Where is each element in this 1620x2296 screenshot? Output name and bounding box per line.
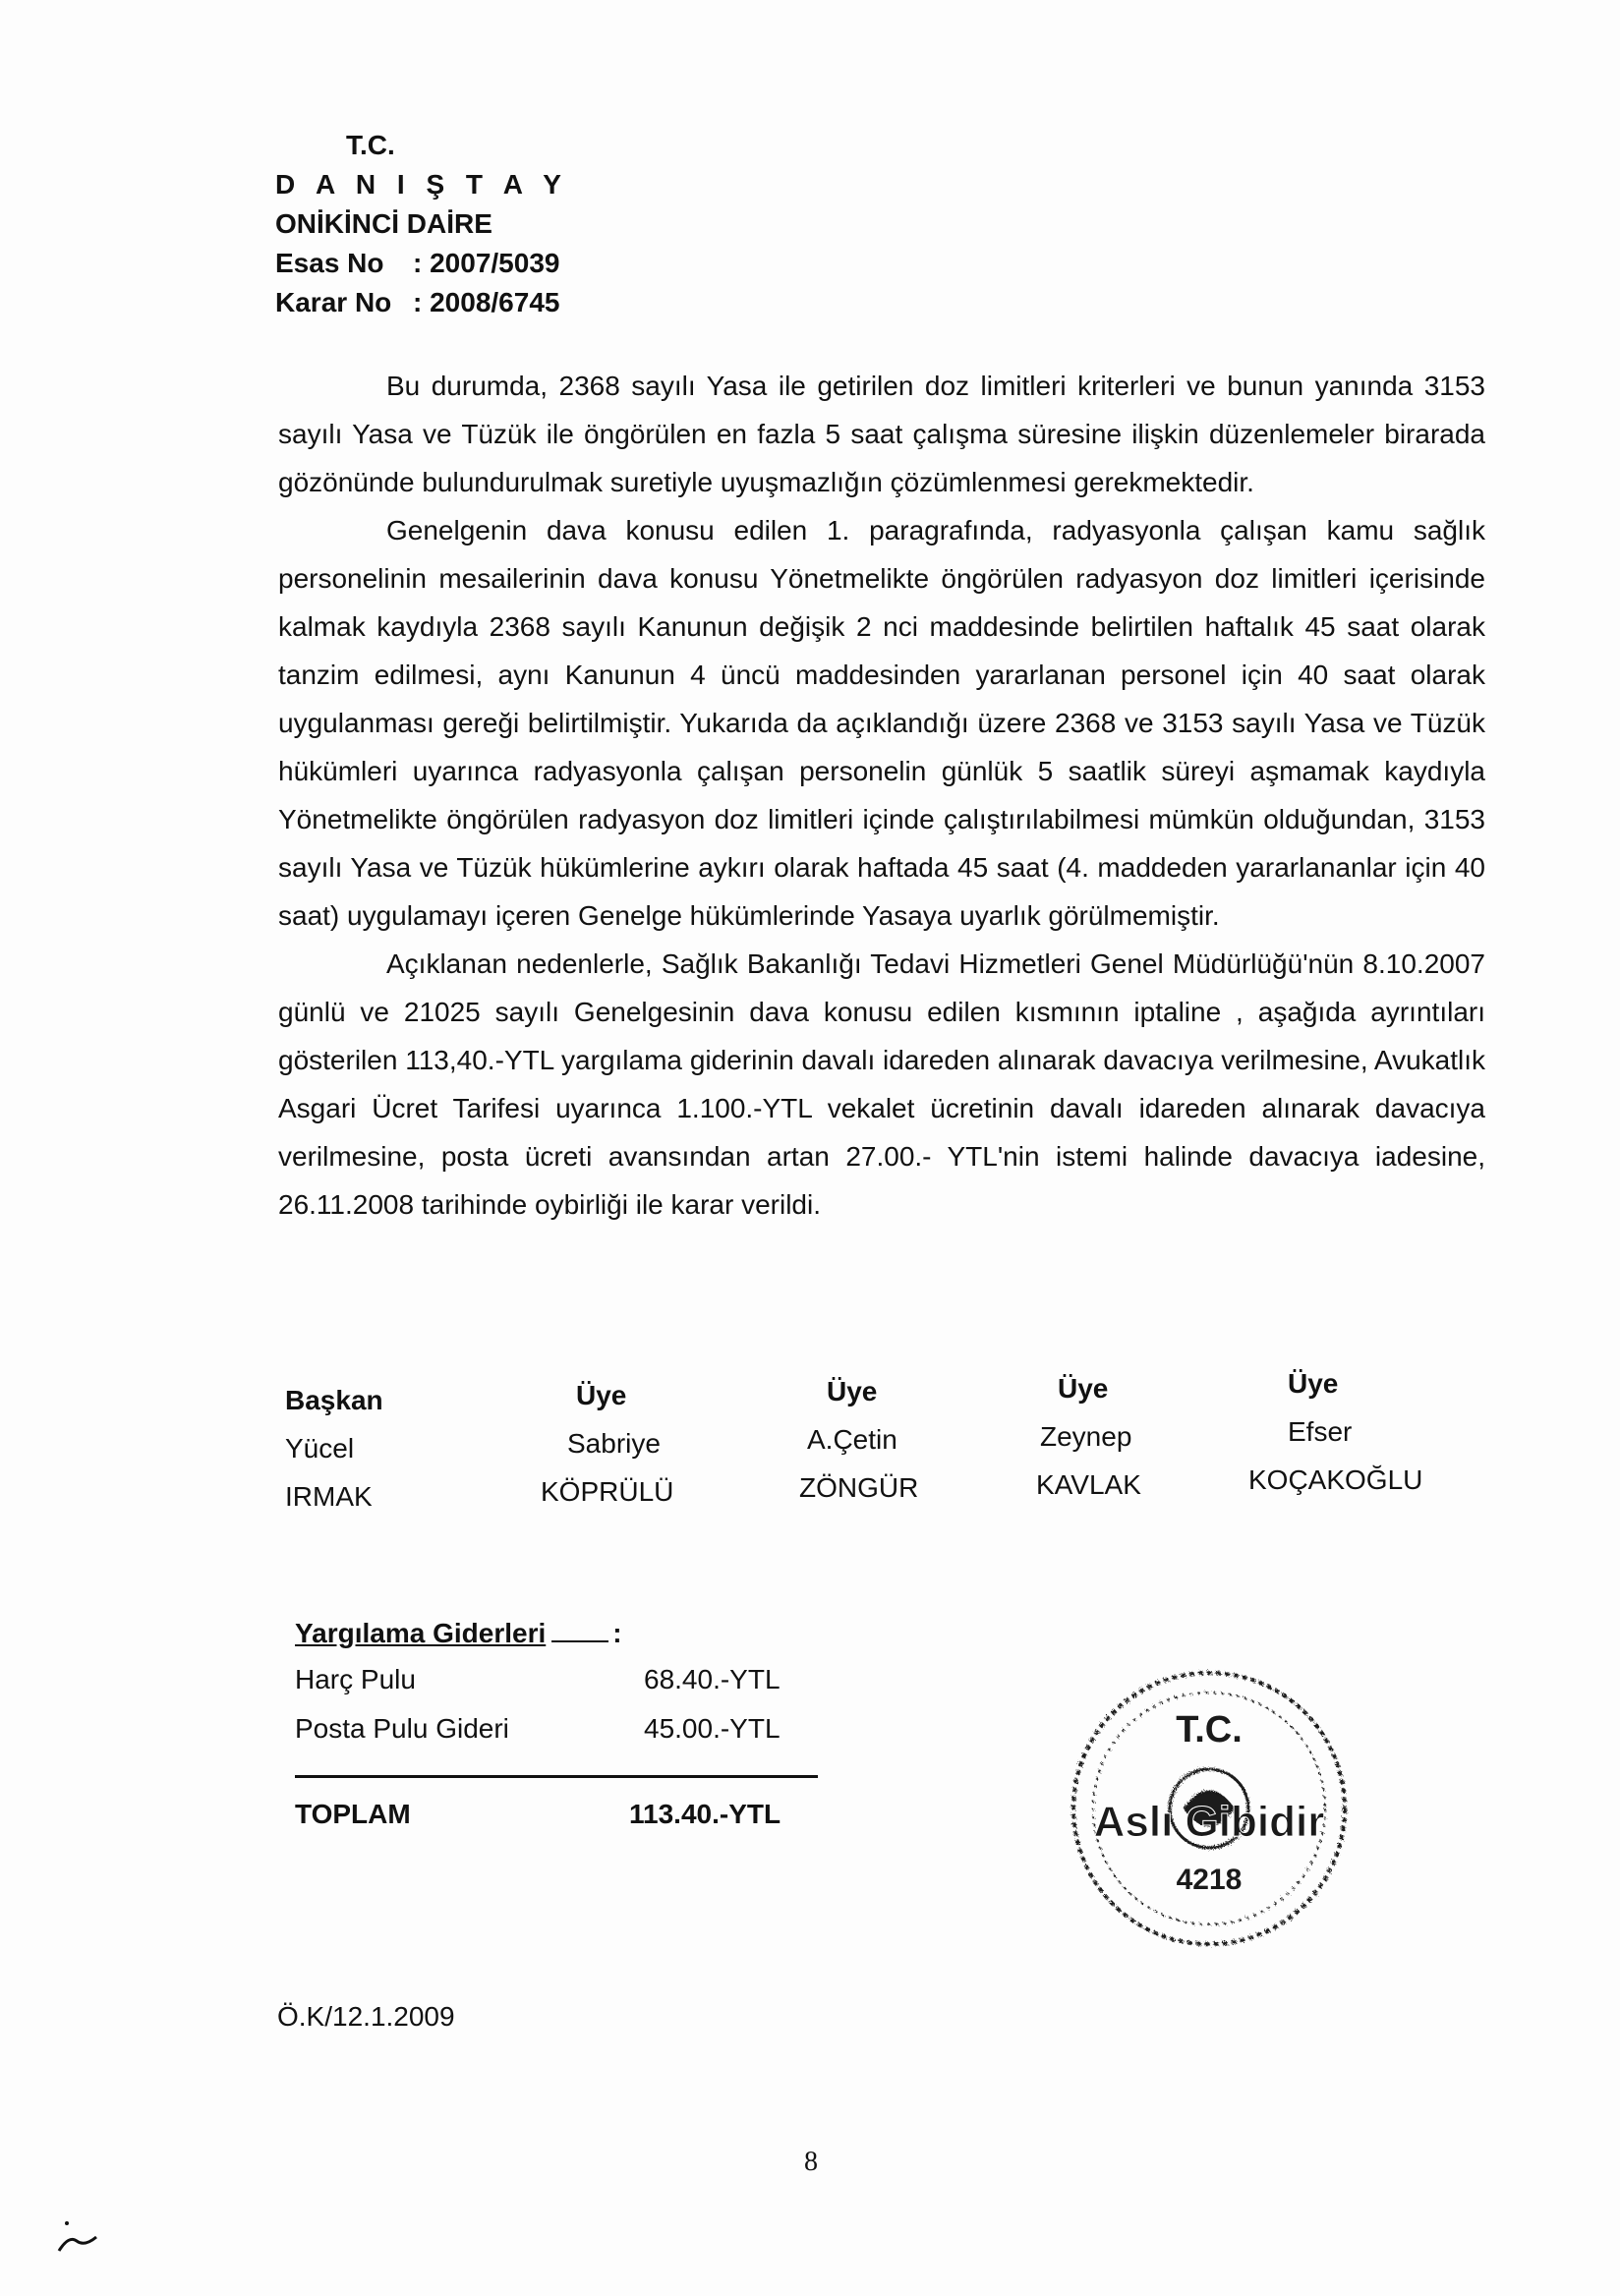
- member-last-name: KAVLAK: [1036, 1469, 1141, 1500]
- paragraph: Bu durumda, 2368 sayılı Yasa ile getirilen doz limitleri kriterleri ve bunun yanında 3153 sayılı Yasa ve Tüzük ile öngörülen en fazla 5 saat çalışma süresine ilişkin düzenlemeler birarada gözönünde bulundurulmak suretiyle uyuşmazlığın çözümlenmesi gerekmektedir.: [278, 371, 1485, 497]
- seal-main-text: Aslı Gibidir: [1093, 1798, 1325, 1846]
- member-first-name: Efser: [1288, 1416, 1353, 1447]
- karar-label: Karar No: [275, 287, 392, 317]
- panel-member: [791, 1367, 1017, 1512]
- decision-body: [278, 362, 1485, 1229]
- panel-member: [1248, 1359, 1475, 1504]
- esas-label: Esas No: [275, 248, 384, 278]
- page-number: 8: [804, 2147, 818, 2177]
- cost-row: [295, 1655, 826, 1704]
- total-value: 113.40.-YTL: [629, 1799, 781, 1829]
- document-header: [275, 126, 568, 322]
- member-title: Üye: [1288, 1368, 1339, 1399]
- member-last-name: KÖPRÜLÜ: [541, 1476, 674, 1507]
- member-first-name: Yücel: [285, 1433, 355, 1464]
- cost-row: [295, 1704, 826, 1753]
- cost-total-row: [295, 1790, 826, 1839]
- cost-value: 68.40.-YTL: [644, 1664, 781, 1694]
- cost-label: Posta Pulu Gideri: [295, 1713, 509, 1744]
- member-first-name: Sabriye: [567, 1428, 661, 1459]
- total-divider: [295, 1775, 818, 1778]
- member-title: Üye: [1058, 1373, 1109, 1404]
- handwritten-mark: [55, 2217, 100, 2257]
- seal-top-text: T.C.: [1176, 1709, 1243, 1751]
- official-seal-stamp: [1062, 1661, 1357, 1956]
- paragraph: Genelgenin dava konusu edilen 1. paragrafında, radyasyonla çalışan kamu sağlık personelinin mesailerinin dava konusu Yönetmelikte öngörülen radyasyon doz limitleri içerisinde kalmak kaydıyla 2368 sayılı Kanunun değişik 2 nci maddesinde belirtilen haftalık 45 saat olarak tanzim edilmesi, aynı Kanunun 4 üncü maddesinden yararlanan personel için 40 saat olarak uygulanması gereği belirtilmiştir. Yukarıda da açıklandığı üzere 2368 ve 3153 sayılı Yasa ve Tüzük hükümleri uyarınca radyasyonla çalışan personelin günlük 5 saatlik süreyi aşmamak kaydıyla Yönetmelikte öngörülen radyasyon doz limitleri içinde çalıştırılabilmesi mümkün olduğundan, 3153 sayılı Yasa ve Tüzük hükümlerine aykırı olarak haftada 45 saat (4. maddeden yararlananlar için 40 saat) uygulamayı içeren Genelge hükümlerinde Yasaya uyarlık görülmemiştir.: [278, 515, 1485, 931]
- header-karar-row: [275, 283, 568, 322]
- header-institution: D A N I Ş T A Y: [275, 169, 568, 200]
- total-label: TOPLAM: [295, 1799, 411, 1829]
- panel-member: [1032, 1364, 1258, 1509]
- cost-value: 45.00.-YTL: [644, 1713, 781, 1744]
- costs-heading-text: Yargılama Giderleri: [295, 1618, 547, 1648]
- panel-member: [541, 1371, 767, 1516]
- document-reference: Ö.K/12.1.2009: [277, 2001, 455, 2032]
- costs-table: [295, 1612, 826, 1839]
- karar-value: : 2008/6745: [413, 287, 560, 317]
- costs-heading-colon: :: [612, 1618, 622, 1648]
- member-title: Üye: [576, 1380, 627, 1410]
- cost-label: Harç Pulu: [295, 1664, 416, 1694]
- member-last-name: ZÖNGÜR: [799, 1472, 919, 1503]
- member-last-name: IRMAK: [285, 1481, 373, 1512]
- header-tc: T.C.: [346, 130, 395, 160]
- header-chamber: ONİKİNCİ DAİRE: [275, 208, 492, 239]
- costs-heading: [295, 1612, 826, 1655]
- seal-bottom-text: 4218: [1176, 1864, 1243, 1896]
- member-title: Üye: [827, 1376, 878, 1406]
- esas-value: : 2007/5039: [413, 248, 560, 278]
- member-title: Başkan: [285, 1385, 383, 1415]
- panel-member-president: [285, 1376, 511, 1521]
- member-last-name: KOÇAKOĞLU: [1248, 1464, 1423, 1495]
- header-esas-row: [275, 244, 568, 283]
- paragraph: Açıklanan nedenlerle, Sağlık Bakanlığı Tedavi Hizmetleri Genel Müdürlüğü'nün 8.10.2007 günlü ve 21025 sayılı Genelgesinin dava konusu edilen kısmının iptaline , aşağıda ayrıntıları gösterilen 113,40.-YTL yargılama giderinin davalı idareden alınarak davacıya verilmesine, Avukatlık Asgari Ücret Tarifesi uyarınca 1.100.-YTL vekalet ücretinin davalı idareden alınarak davacıya verilmesine, posta ücreti avansından artan 27.00.- YTL'nin istemi halinde davacıya iadesine, 26.11.2008 tarihinde oybirliği ile karar verildi.: [278, 948, 1485, 1220]
- member-first-name: A.Çetin: [807, 1424, 897, 1455]
- member-first-name: Zeynep: [1040, 1421, 1132, 1452]
- heading-underline: [551, 1615, 608, 1642]
